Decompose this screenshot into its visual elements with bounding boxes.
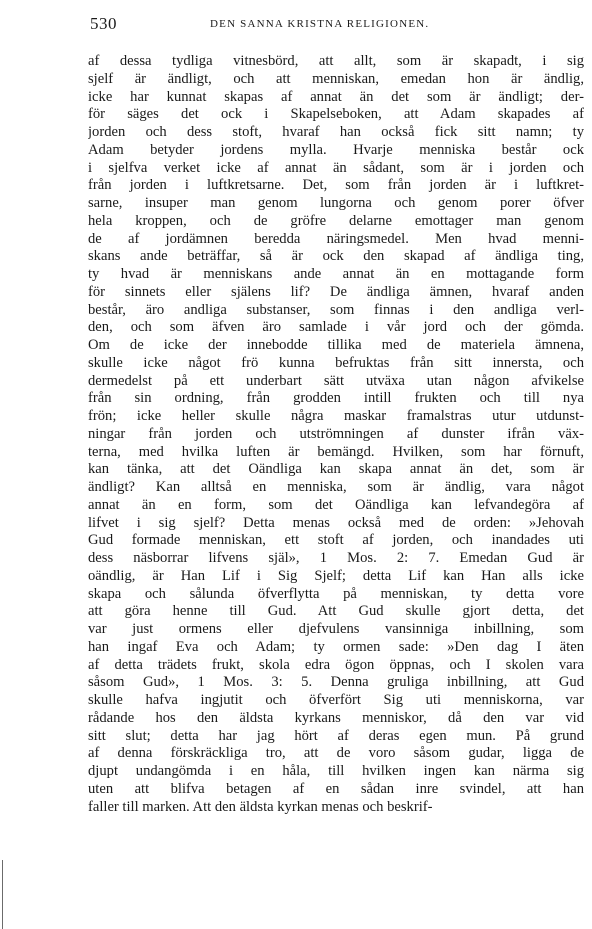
text-line: terna, med hvilka luften är bemängd. Hvilken, som har förnuft, — [88, 443, 584, 460]
text-line: Gud formade menniskan, ett stoft af jorden, och inandades uti — [88, 532, 584, 549]
text-line: från sin ordning, från grodden intill frukten och till nya — [88, 390, 584, 407]
text-line: ty hvad är menniskans ande annat än en mottagande form — [88, 266, 584, 282]
body-text — [88, 53, 584, 816]
text-line: består, äro andliga substanser, som finnas i den andliga verl- — [88, 301, 584, 318]
text-line: annat än en form, som det Oändliga kan lefvandegöra af — [88, 496, 584, 513]
text-line: rådande hos den äldsta kyrkans menniskor, då den var vid — [88, 709, 584, 726]
text-line: faller till marken. Att den äldsta kyrkan menas och beskrif- — [88, 798, 433, 815]
text-line: oändlig, är Han Lif i Sig Sjelf; detta Lif kan Han alls icke — [88, 567, 584, 584]
text-line: för säges det ock i Skapelseboken, att Adam skapades af — [88, 106, 584, 123]
text-line: af detta trädets frukt, skola edra ögon öppnas, och I skolen vara — [88, 656, 584, 673]
text-line: att göra henne till Gud. Att Gud skulle gjort detta, det — [88, 603, 584, 620]
text-line: lifvet i sig sjelf? Detta menas också med de orden: »Jehovah — [88, 514, 584, 531]
text-line: skapa och sålunda öfverflytta på menniskan, ty detta vore — [88, 585, 584, 602]
text-line: Om de icke der innebodde tillika med de materiela ämnena, — [88, 337, 584, 353]
text-line: af denna förskräckliga tro, att de voro såsom gudar, ligga de — [88, 745, 584, 762]
text-line: skulle hafva ingjutit och öfverfört Sig uti menniskorna, var — [88, 692, 584, 708]
text-line: skulle icke något frö kunna befruktas från sitt innersta, och — [88, 354, 584, 371]
text-line: sjelf är ändligt, och att menniskan, emedan hon är ändlig, — [88, 70, 584, 87]
text-line: från jorden i luftkretsarne. Det, som från jorden är i luftkret- — [88, 177, 584, 194]
text-line: jorden och dess stoft, hvaraf han också fick sitt namn; ty — [88, 124, 584, 140]
text-line: icke har kunnat skapas af annat än det som är ändligt; der- — [88, 88, 584, 105]
text-line: Adam betyder jordens mylla. Hvarje menniska består ock — [88, 141, 584, 158]
text-line: han ingaf Eva och Adam; ty ormen sade: »Den dag I äten — [88, 638, 584, 655]
text-line: ändligt? Kan alltså en menniska, som är ändlig, vara något — [88, 479, 584, 495]
text-line: frön; icke heller skulle några maskar framalstras utur utdunst- — [88, 408, 584, 424]
text-line: i sjelfva verket icke af annat än sådant, som är i jorden och — [88, 159, 584, 176]
text-line: var just ormens eller djefvulens vansinniga inbillning, som — [88, 621, 584, 637]
text-line: sarne, insuper man genom lungorna och genom porer öfver — [88, 195, 584, 211]
text-line: dermedelst på ett underbart sätt utväxa utan någon afvikelse — [88, 372, 584, 389]
text-line: sitt slut; detta har jag hört af deras egen mun. På grund — [88, 727, 584, 744]
text-line: djupt undangömda i en håla, till hvilken ingen kan närma sig — [88, 763, 584, 779]
text-line: skans ande beträffar, så är ock den skapad af ändliga ting, — [88, 248, 584, 265]
running-head: DEN SANNA KRISTNA RELIGIONEN. — [210, 18, 430, 30]
page-edge-rule — [2, 860, 3, 929]
text-line: den, och som äfven äro samlade i vår jord och der gömda. — [88, 319, 584, 336]
text-line: dess näsborrar lifvens själ», 1 Mos. 2: 7. Emedan Gud är — [88, 550, 584, 566]
text-line: för sinnets eller själens lif? De ändliga ämnen, hvaraf anden — [88, 283, 584, 300]
text-line: af dessa tydliga vitnesbörd, att allt, som är skapadt, i sig — [88, 53, 584, 69]
page-header — [0, 10, 592, 40]
page-number: 530 — [90, 14, 117, 33]
text-line: såsom Gud», 1 Mos. 3: 5. Denna gruliga inbillning, att Gud — [88, 674, 584, 691]
text-line: de af jordämnen beredda näringsmedel. Men hvad menni- — [88, 230, 584, 247]
text-line: hela kroppen, och de gröfre delarne emottager man genom — [88, 212, 584, 229]
text-line: kan tänka, att det Oändliga kan skapa annat än det, som är — [88, 461, 584, 478]
text-line: uten att blifva betagen af en sådan inre svindel, att han — [88, 780, 584, 797]
text-line: ningar från jorden och utströmningen af dunster ifrån väx- — [88, 425, 584, 442]
